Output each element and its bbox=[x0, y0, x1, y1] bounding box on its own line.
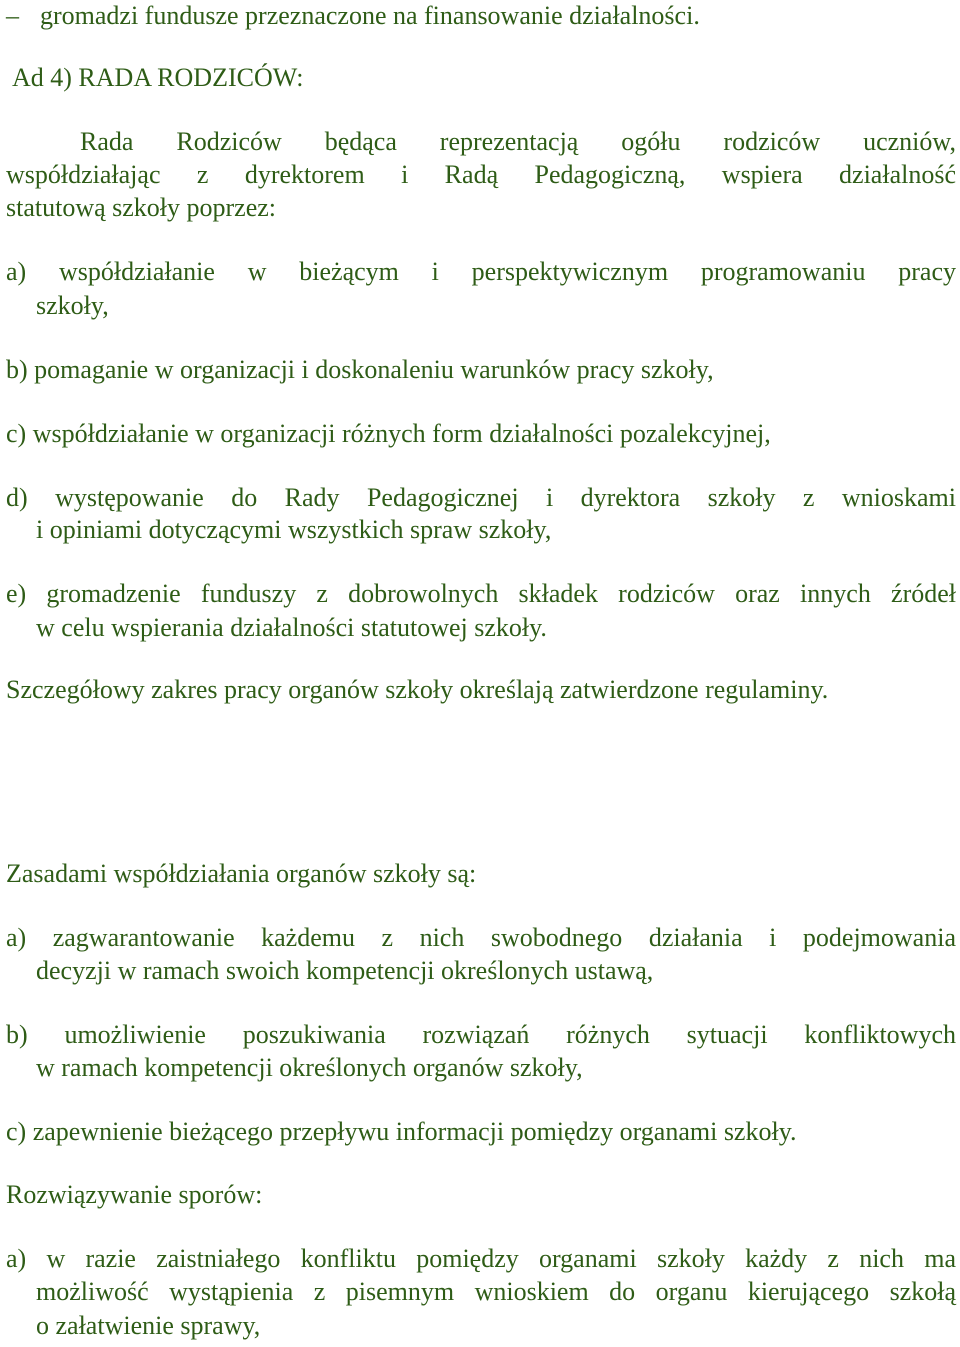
intro-line-1: Rada Rodziców będąca reprezentacją ogółu rodziców uczniów, bbox=[80, 127, 956, 156]
spory-item-a-line-1: a) w razie zaistniałego konfliktu pomiędzy organami szkoły każdy z nich ma bbox=[6, 1244, 956, 1273]
section-heading-zasady: Zasadami współdziałania organów szkoły są: bbox=[6, 859, 477, 888]
spory-item-a-line-2: możliwość wystąpienia z pisemnym wnioskiem do organu kierującego szkołą bbox=[36, 1277, 956, 1306]
list-item-e-line-2: w celu wspierania działalności statutowej szkoły. bbox=[36, 613, 547, 642]
list-item-e-line-1: e) gromadzenie funduszy z dobrowolnych składek rodziców oraz innych źródeł bbox=[6, 579, 956, 608]
section-heading-spory: Rozwiązywanie sporów: bbox=[6, 1180, 263, 1209]
zasady-item-a-line-1: a) zagwarantowanie każdemu z nich swobodnego działania i podejmowania bbox=[6, 923, 956, 952]
zasady-item-b-line-2: w ramach kompetencji określonych organów szkoły, bbox=[36, 1053, 583, 1082]
zasady-item-b-line-1: b) umożliwienie poszukiwania rozwiązań różnych sytuacji konfliktowych bbox=[6, 1020, 956, 1049]
closing-sentence: Szczegółowy zakres pracy organów szkoły określają zatwierdzone regulaminy. bbox=[6, 675, 829, 704]
bullet-text: gromadzi fundusze przeznaczone na finansowanie działalności. bbox=[40, 1, 700, 30]
list-item-a-line-1: a) współdziałanie w bieżącym i perspektywicznym programowaniu pracy bbox=[6, 257, 956, 286]
dash-marker: – bbox=[6, 1, 19, 30]
list-item-d-line-1: d) występowanie do Rady Pedagogicznej i dyrektora szkoły z wnioskami bbox=[6, 483, 956, 512]
zasady-item-a-line-2: decyzji w ramach swoich kompetencji określonych ustawą, bbox=[36, 956, 654, 985]
list-item-c: c) współdziałanie w organizacji różnych form działalności pozalekcyjnej, bbox=[6, 419, 771, 448]
intro-line-3: statutową szkoły poprzez: bbox=[6, 193, 277, 222]
section-heading-rada-rodzicow: Ad 4) RADA RODZICÓW: bbox=[12, 63, 304, 92]
top-bullet bbox=[0, 0, 960, 32]
spory-item-a-line-3: o załatwienie sprawy, bbox=[36, 1311, 261, 1340]
list-item-d-line-2: i opiniami dotyczącymi wszystkich spraw szkoły, bbox=[36, 515, 552, 544]
list-item-b: b) pomaganie w organizacji i doskonaleniu warunków pracy szkoły, bbox=[6, 355, 714, 384]
list-item-a-line-2: szkoły, bbox=[36, 291, 109, 320]
zasady-item-c: c) zapewnienie bieżącego przepływu informacji pomiędzy organami szkoły. bbox=[6, 1117, 797, 1146]
intro-line-2: współdziałając z dyrektorem i Radą Pedagogiczną, wspiera działalność bbox=[6, 160, 956, 189]
